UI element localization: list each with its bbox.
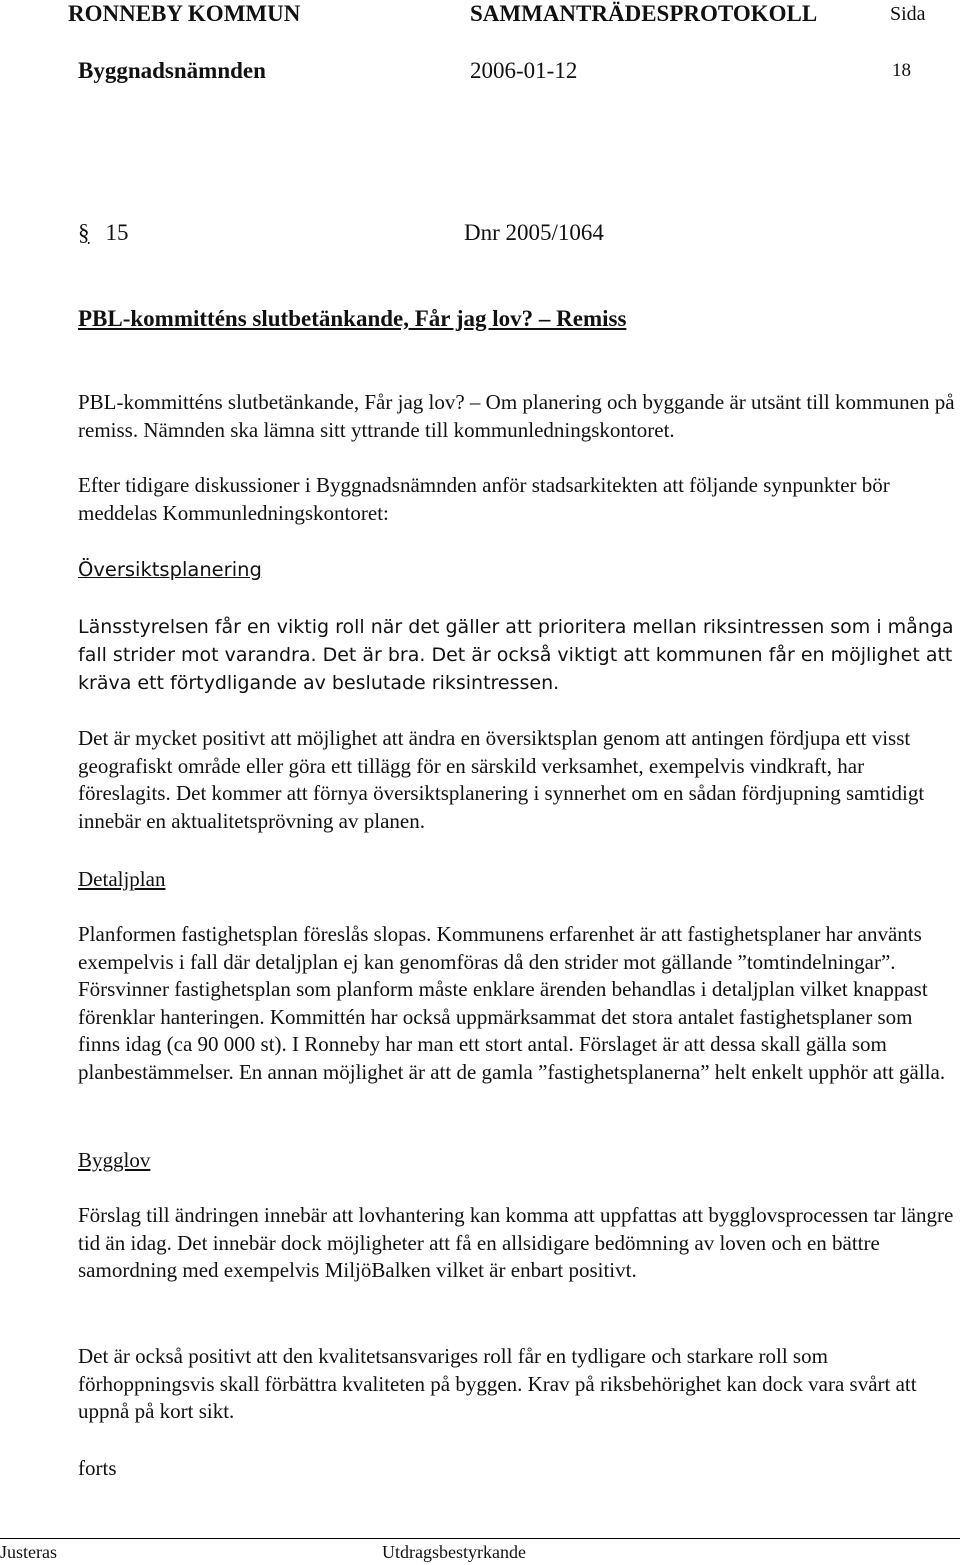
bygglov-paragraph-2: Det är också positivt att den kvalitetsansvariges roll får en tydligare och starkare roll som förhoppningsvis skall förbättra kvaliteten på byggen. Krav på riksbehörighet kan dock vara svårt att uppnå på kort sikt.	[78, 1344, 917, 1423]
continued-note: forts	[78, 1456, 117, 1480]
footer-justeras: Justeras	[0, 1542, 57, 1562]
detalj-paragraph-1: Planformen fastighetsplan föreslås slopas. Kommunens erfarenhet är att fastighetsplaner har använts exempelvis i fall där detaljplan ej kan genomföras då den strider mot gällande ”tomtindelningar”. Försvinner fastighetsplan som planform måste enklare ärenden behandlas i detaljplan vilket knappast förenklar hanteringen. Kommittén har också uppmärksammat det stora antalet fastighetsplaner som finns idag (ca 90 000 st). I Ronneby har man ett stort antal. Förslaget är att dessa skall gälla som planbestämmelser. En annan möjlighet är att de gamla ”fastighetsplanerna” helt enkelt upphör att gälla.	[78, 922, 946, 1084]
footer-divider	[0, 1538, 960, 1539]
heading-bygglov: Bygglov	[78, 1148, 151, 1172]
section-number: 15	[105, 220, 129, 245]
document-title: PBL-kommitténs slutbetänkande, Får jag lov? – Remiss	[78, 306, 627, 331]
meeting-date: 2006-01-12	[470, 58, 578, 83]
heading-oversiktsplanering: Översiktsplanering	[78, 558, 262, 581]
footer-utdragsbestyrkande: Utdragsbestyrkande	[382, 1542, 526, 1562]
paragraph-symbol: §	[78, 220, 90, 245]
heading-detaljplan: Detaljplan	[78, 867, 166, 891]
municipality-name: RONNEBY KOMMUN	[68, 1, 301, 26]
intro-paragraph-2: Efter tidigare diskussioner i Byggnadsnämnden anför stadsarkitekten att följande synpunkter bör meddelas Kommunledningskontoret:	[78, 473, 890, 525]
board-name: Byggnadsnämnden	[78, 58, 266, 83]
intro-paragraph-1: PBL-kommitténs slutbetänkande, Får jag lov? – Om planering och byggande är utsänt till kommunen på remiss. Nämnden ska lämna sitt yttrande till kommunledningskontoret.	[78, 390, 955, 442]
protocol-type: SAMMANTRÄDESPROTOKOLL	[470, 1, 818, 26]
oversikt-paragraph-1: Länsstyrelsen får en viktig roll när det gäller att prioritera mellan riksintressen som i många fall strider mot varandra. Det är bra. Det är också viktigt att kommunen får en möjlighet att kräva ett förtydligande av beslutade riksintressen.	[78, 616, 954, 694]
diary-number: Dnr 2005/1064	[464, 220, 604, 245]
page-number: 18	[892, 60, 911, 81]
bygglov-paragraph-1: Förslag till ändringen innebär att lovhantering kan komma att uppfattas att bygglovsprocessen tar längre tid än idag. Det innebär dock möjligheter att få en allsidigare bedömning av loven och en bättre samordning med exempelvis MiljöBalken vilket är enbart positivt.	[78, 1203, 954, 1282]
sida-label: Sida	[890, 3, 926, 25]
section-line	[78, 219, 778, 247]
oversikt-paragraph-2: Det är mycket positivt att möjlighet att ändra en översiktsplan genom att antingen fördjupa ett visst geografiskt område eller göra ett tillägg för en särskild verksamhet, exempelvis vindkraft, har föreslagits. Det kommer att förnya översiktsplanering i synnerhet om en sådan fördjupning samtidigt innebär en aktualitetsprövning av planen.	[78, 726, 925, 833]
